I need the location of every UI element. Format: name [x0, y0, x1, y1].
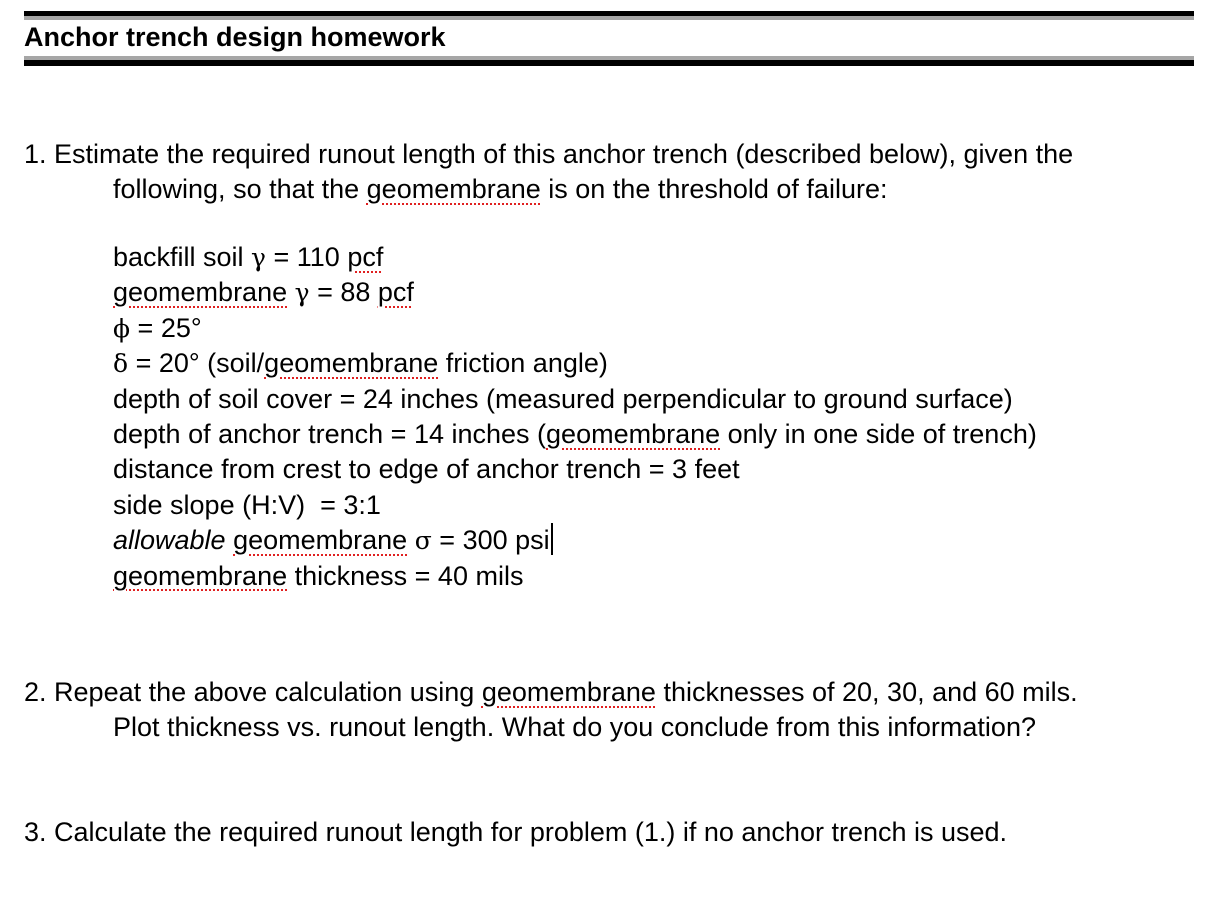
header-top-rule-gray — [24, 16, 1194, 20]
spellcheck-word: geomembrane — [233, 525, 408, 556]
param-interface-friction-delta — [113, 346, 1037, 381]
spellcheck-word: pcf — [377, 277, 414, 308]
spacer — [407, 525, 415, 555]
question-2-number: 2. — [24, 677, 47, 707]
question-3: 3. Calculate the required runout length for problem (1.) if no anchor trench is used. — [24, 817, 1008, 847]
param-crest-distance: distance from crest to edge of anchor trench = 3 feet — [113, 454, 740, 485]
spellcheck-word: geomembrane — [113, 277, 288, 308]
param-note: friction angle) — [438, 348, 608, 379]
question-2-text-post: thicknesses of 20, 30, and 60 mils. — [655, 677, 1078, 707]
sigma-symbol: σ — [414, 526, 432, 556]
header-bottom-rule-black — [24, 60, 1194, 66]
question-2-text-pre: Repeat the above calculation using — [46, 677, 482, 707]
spellcheck-word: geomembrane — [481, 677, 656, 707]
param-friction-angle-phi — [113, 311, 1037, 346]
param-geomembrane-unit-weight — [113, 275, 1037, 310]
text-cursor — [551, 523, 553, 555]
param-side-slope: side slope (H:V) = 3:1 — [113, 489, 381, 520]
spacer — [287, 277, 295, 307]
param-label: backfill soil — [113, 242, 252, 272]
spellcheck-word: pcf — [347, 242, 384, 272]
question-1 — [24, 137, 1204, 207]
question-2-line-1 — [24, 675, 1204, 710]
given-parameters-list — [113, 240, 1037, 594]
param-soil-cover-depth: depth of soil cover = 24 inches (measured perpendicular to ground surface) — [113, 383, 1013, 414]
param-value: depth of anchor trench = 14 inches ( — [113, 419, 547, 450]
question-2 — [24, 675, 1204, 745]
spellcheck-word: geomembrane — [546, 419, 721, 450]
param-value: = 300 psi — [431, 525, 550, 556]
question-1-number: 1. — [24, 139, 47, 169]
question-1-line-2 — [24, 172, 1204, 207]
gamma-symbol: γ — [251, 243, 266, 272]
spacer — [226, 525, 234, 555]
param-note: only in one side of trench) — [720, 419, 1037, 450]
spellcheck-word: geomembrane — [113, 560, 288, 591]
param-value: = 20° (soil/ — [128, 348, 265, 379]
param-anchor-trench-depth — [113, 417, 1037, 452]
param-value: = 110 — [266, 242, 348, 272]
spellcheck-word: geomembrane — [366, 174, 541, 204]
param-value: = 88 — [309, 277, 378, 308]
question-1-text-pre: following, so that the — [113, 174, 367, 204]
question-2-line-2: Plot thickness vs. runout length. What do you conclude from this information? — [113, 712, 1036, 742]
question-1-text-post: is on the threshold of failure: — [540, 174, 888, 204]
param-backfill-unit-weight — [113, 240, 1037, 275]
param-geomembrane-thickness — [113, 559, 1037, 594]
italic-allowable: allowable — [113, 525, 226, 556]
question-1-line-1 — [24, 137, 1204, 172]
document-title: Anchor trench design homework — [24, 22, 446, 52]
phi-symbol: ϕ — [113, 313, 131, 343]
spellcheck-word: geomembrane — [264, 348, 439, 379]
delta-symbol: δ — [113, 349, 129, 379]
param-value: thickness = 40 mils — [287, 560, 524, 591]
question-1-text: Estimate the required runout length of this anchor trench (described below), given the — [54, 139, 1074, 169]
param-allowable-stress — [113, 523, 1037, 558]
param-value: = 25° — [130, 312, 202, 343]
gamma-symbol: γ — [294, 278, 310, 308]
